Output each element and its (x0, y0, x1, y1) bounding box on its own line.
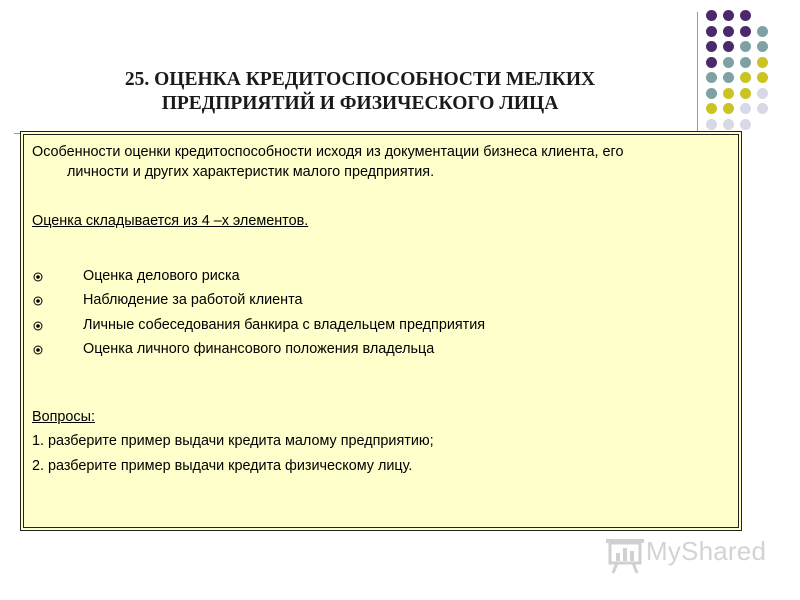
decoration-dot (706, 10, 717, 21)
decoration-dot (757, 26, 768, 37)
list-item: Оценка личного финансового положения владельца (83, 341, 435, 357)
slide-title-line-1: 25. ОЦЕНКА КРЕДИТОСПОСОБНОСТИ МЕЛКИХ (124, 69, 596, 90)
decoration-dot (740, 57, 751, 68)
list-item: Оценка делового риска (83, 268, 240, 284)
bullet-icon (32, 271, 44, 283)
decoration-dot (723, 103, 734, 114)
decoration-dot (706, 119, 717, 130)
decoration-dot (723, 72, 734, 83)
decoration-dot (757, 88, 768, 99)
slide-title-line-2: ПРЕДПРИЯТИЙ И ФИЗИЧЕСКОГО ЛИЦА (161, 93, 559, 114)
slide-title (40, 68, 680, 116)
decoration-dot (740, 26, 751, 37)
decoration-dot (723, 26, 734, 37)
questions-heading: Вопросы: (32, 409, 95, 425)
decoration-dot (723, 57, 734, 68)
subheading: Оценка складывается из 4 –х элементов. (32, 213, 309, 229)
decoration-dot (757, 103, 768, 114)
decoration-dot (740, 88, 751, 99)
decoration-dot (740, 72, 751, 83)
intro-text-line-1: Особенности оценки кредитоспособности исходя из документации бизнеса клиента, его (32, 144, 624, 160)
decoration-dot (706, 57, 717, 68)
bullet-icon (32, 344, 44, 356)
decoration-dot (706, 41, 717, 52)
list-item: Наблюдение за работой клиента (83, 292, 303, 308)
decoration-dot (757, 57, 768, 68)
list-item: Личные собеседования банкира с владельцем предприятия (83, 317, 486, 333)
decoration-dot (757, 72, 768, 83)
watermark-text: MyShared (646, 536, 767, 566)
decoration-dot (706, 88, 717, 99)
decoration-dot (723, 41, 734, 52)
question-1: 1. разберите пример выдачи кредита малому предприятию; (32, 433, 434, 449)
decoration-dot (740, 10, 751, 21)
decoration-dot (740, 103, 751, 114)
decoration-dot (706, 26, 717, 37)
decoration-dot (723, 10, 734, 21)
bullet-icon (32, 295, 44, 307)
bullet-icon (32, 320, 44, 332)
decoration-dot (757, 41, 768, 52)
intro-text-line-2: личности и других характеристик малого предприятия. (67, 164, 435, 180)
dot-grid-decoration (706, 10, 778, 128)
vertical-divider (697, 12, 698, 134)
decoration-dot (706, 103, 717, 114)
decoration-dot (723, 119, 734, 130)
decoration-dot (723, 88, 734, 99)
question-2: 2. разберите пример выдачи кредита физическому лицу. (32, 458, 413, 474)
decoration-dot (740, 41, 751, 52)
decoration-dot (740, 119, 751, 130)
content-box (20, 131, 742, 531)
decoration-dot (706, 72, 717, 83)
